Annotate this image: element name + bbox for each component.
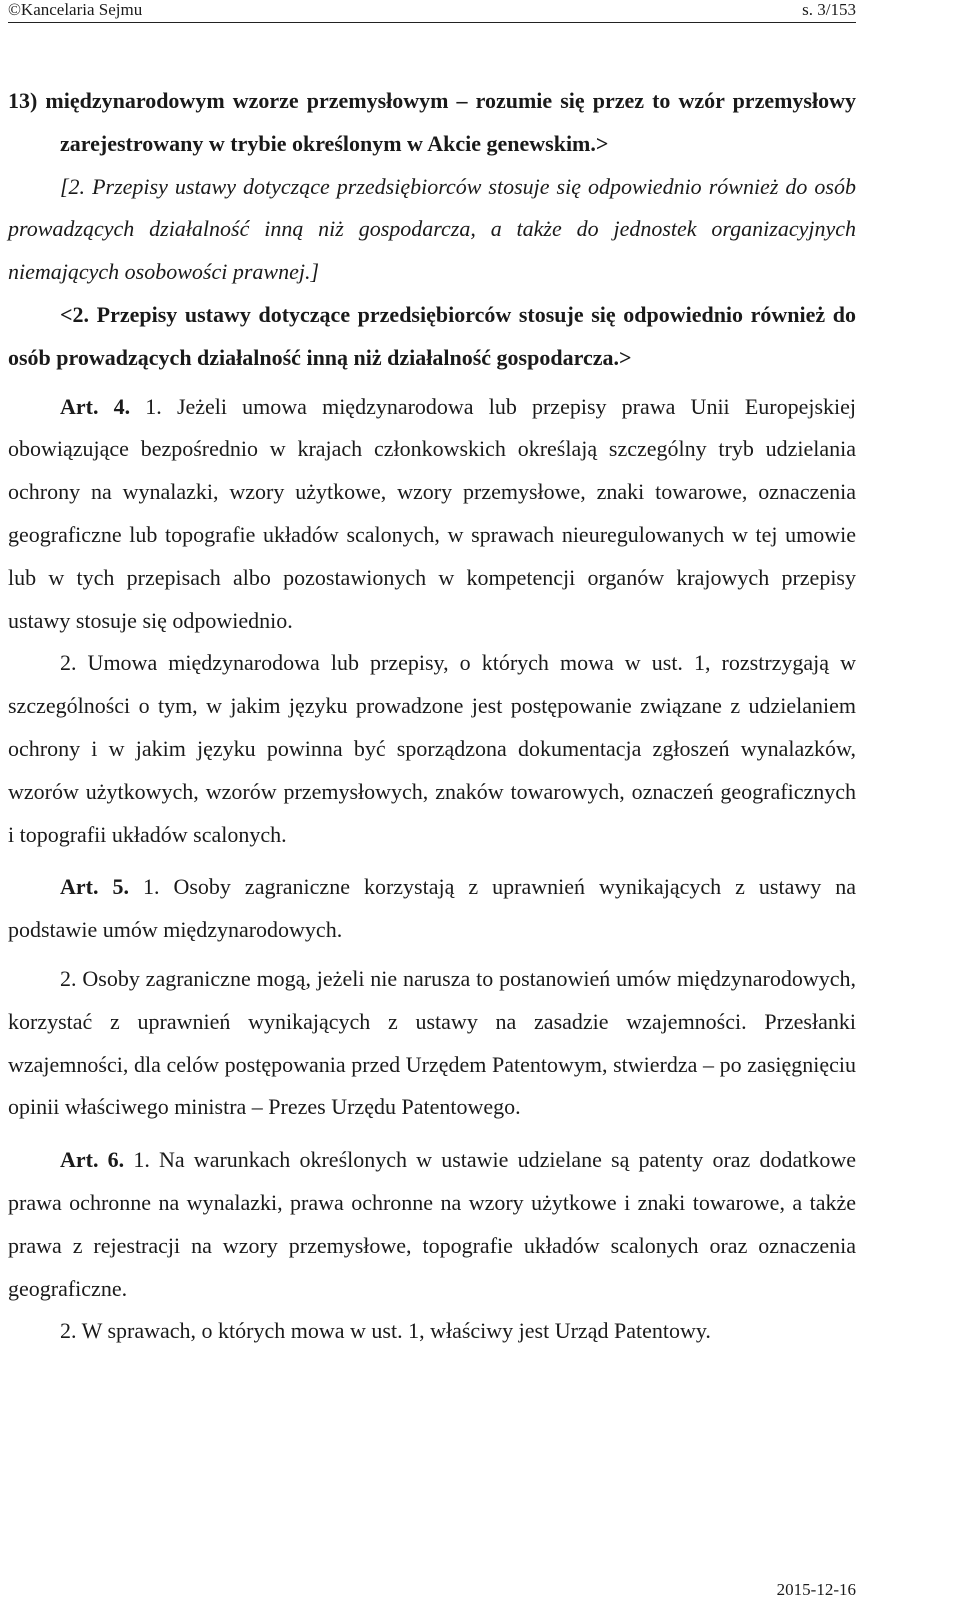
paragraph-text: 1. Jeżeli umowa międzynarodowa lub przepisy prawa Unii Europejskiej obowiązujące bezpośrednio w krajach członkowskich określają szczególny tryb udzielania ochrony na wynalazki, wzory użytkowe, wzory przemysłowe, znaki towarowe, oznaczenia geograficzne lub topografie układów scalonych, w sprawach nieuregulowanych w tej umowie lub w tych przepisach albo pozostawionych w kompetencji organów krajowych przepisy ustawy stosuje się odpowiednio. [8, 393, 857, 633]
paragraph-amended-ust-2: <2. Przepisy ustawy dotyczące przedsiębiorców stosuje się odpowiednio również do osób prowadzących działalność inną niż działalność gospodarcza.> [8, 301, 856, 370]
document-body [8, 80, 856, 1353]
article-number-5: Art. 5. [60, 874, 129, 900]
header-page-number: s. 3/153 [802, 0, 856, 19]
paragraph-text: 1. Osoby zagraniczne korzystają z uprawnień wynikających z ustawy na podstawie umów międzynarodowych. [8, 874, 856, 943]
paragraph-art-6-ust-1 [8, 1139, 856, 1310]
article-number-6: Art. 6. [60, 1147, 125, 1173]
paragraph-repealed-ust-2: [2. Przepisy ustawy dotyczące przedsiębiorców stosuje się odpowiednio również do osób prowadzących działalność inną niż gospodarcza, a także do jednostek organizacyjnych niemających osobowości prawnej.] [8, 173, 856, 285]
header-divider [8, 22, 856, 23]
paragraph-art-6-ust-2: 2. W sprawach, o których mowa w ust. 1, właściwy jest Urząd Patentowy. [60, 1318, 711, 1344]
header-publisher: ©Kancelaria Sejmu [8, 0, 143, 19]
paragraph-text: 1. Na warunkach określonych w ustawie udzielane są patenty oraz dodatkowe prawa ochronne na wynalazki, prawa ochronne na wzory użytkowe i znaki towarowe, a także prawa z rejestracji na wzory przemysłowe, topografie układów scalonych oraz oznaczenia geograficzne. [8, 1147, 857, 1301]
paragraph-art-5-ust-1 [8, 866, 856, 952]
page-header [8, 0, 856, 22]
article-number-4: Art. 4. [60, 393, 131, 419]
paragraph-art-4-ust-1 [8, 386, 856, 643]
paragraph-definition-13: 13) międzynarodowym wzorze przemysłowym – rozumie się przez to wzór przemysłowy zarejestrowany w trybie określonym w Akcie genewskim.> [8, 88, 856, 156]
paragraph-art-4-ust-2: 2. Umowa międzynarodowa lub przepisy, o których mowa w ust. 1, rozstrzygają w szczególności o tym, w jakim języku prowadzone jest postępowanie związane z udzielaniem ochrony i w jakim języku powinna być sporządzona dokumentacja zgłoszeń wynalazków, wzorów użytkowych, wzorów przemysłowych, znaków towarowych, oznaczeń geograficznych i topografii układów scalonych. [8, 650, 856, 847]
page-footer-date: 2015-12-16 [776, 1580, 856, 1599]
paragraph-art-5-ust-2: 2. Osoby zagraniczne mogą, jeżeli nie narusza to postanowień umów międzynarodowych, korzystać z uprawnień wynikających z ustawy na zasadzie wzajemności. Przesłanki wzajemności, dla celów postępowania przed Urzędem Patentowym, stwierdza – po zasięgnięciu opinii właściwego ministra – Prezes Urzędu Patentowego. [8, 965, 856, 1120]
